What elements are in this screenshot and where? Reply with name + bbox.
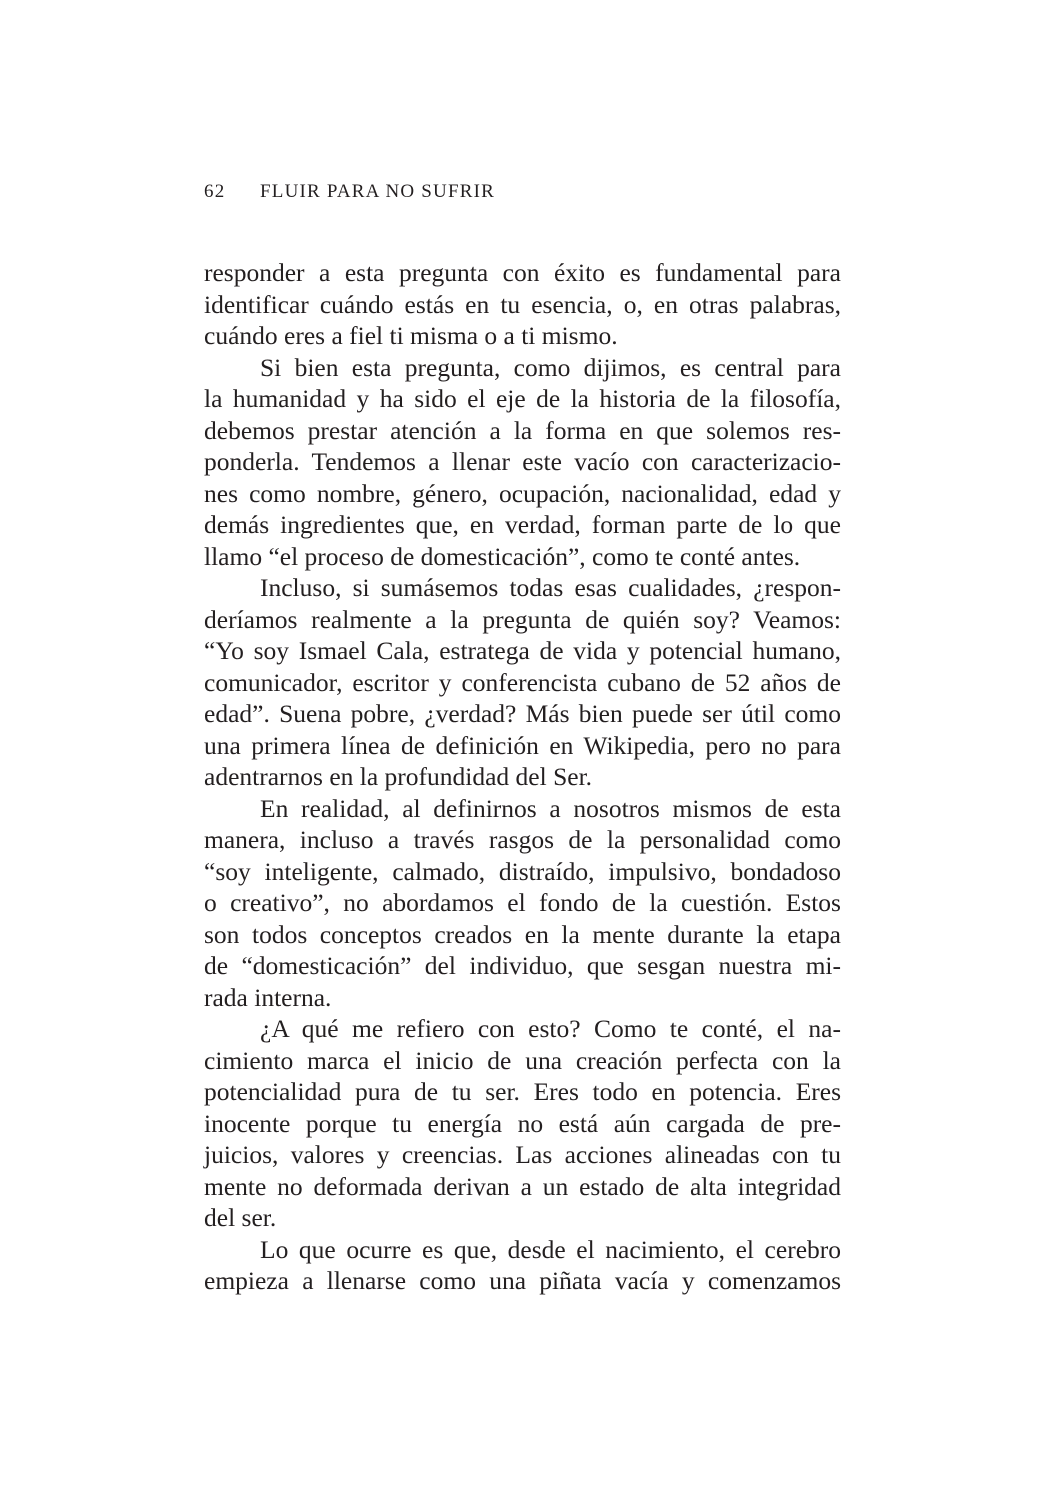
text-line: identificar cuándo estás en tu esencia, o, en otras palabras,	[204, 289, 841, 319]
text-line: edad”. Suena pobre, ¿verdad? Más bien puede ser útil como	[204, 699, 841, 728]
running-head	[204, 180, 844, 204]
text-line: debemos prestar atención a la forma en que solemos res-	[204, 415, 841, 445]
body-text	[204, 257, 841, 1297]
text-line: Incluso, si sumásemos todas esas cualidades, ¿respon-	[260, 573, 841, 602]
text-line: manera, incluso a través rasgos de la personalidad como	[204, 825, 841, 854]
text-line: “Yo soy Ismael Cala, estratega de vida y potencial humano,	[204, 636, 841, 665]
text-line: potencialidad pura de tu ser. Eres todo en potencia. Eres	[204, 1077, 841, 1106]
text-line: del ser.	[204, 1203, 277, 1232]
text-line: cuándo eres a fiel ti misma o a ti mismo.	[204, 321, 618, 350]
text-line: comunicador, escritor y conferencista cubano de 52 años de	[204, 667, 841, 697]
text-line: mente no deformada derivan a un estado de alta integridad	[204, 1171, 841, 1201]
text-line: Lo que ocurre es que, desde el nacimiento, el cerebro	[260, 1234, 841, 1264]
text-line: son todos conceptos creados en la mente durante la etapa	[204, 919, 841, 949]
text-line: demás ingredientes que, en verdad, forman parte de lo que	[204, 510, 841, 539]
text-line: una primera línea de definición en Wikipedia, pero no para	[204, 730, 841, 760]
text-line: En realidad, al definirnos a nosotros mismos de esta	[260, 793, 841, 823]
text-line: rada interna.	[204, 982, 332, 1012]
text-line: empieza a llenarse como una piñata vacía y comenzamos	[204, 1266, 841, 1295]
text-line: llamo “el proceso de domesticación”, como te conté antes.	[204, 541, 801, 571]
page-number: 62	[204, 181, 226, 202]
text-line: cimiento marca el inicio de una creación perfecta con la	[204, 1045, 841, 1075]
text-line: deríamos realmente a la pregunta de quién soy? Veamos:	[204, 604, 841, 634]
text-line: de “domesticación” del individuo, que sesgan nuestra mi-	[204, 951, 841, 980]
text-line: o creativo”, no abordamos el fondo de la cuestión. Estos	[204, 888, 841, 917]
text-line: adentrarnos en la profundidad del Ser.	[204, 762, 593, 791]
text-line: ¿A qué me refiero con esto? Como te conté, el na-	[260, 1014, 841, 1043]
book-title: FLUIR PARA NO SUFRIR	[260, 181, 496, 202]
text-line: responder a esta pregunta con éxito es fundamental para	[204, 258, 841, 287]
text-line: nes como nombre, género, ocupación, nacionalidad, edad y	[204, 478, 841, 508]
text-line: la humanidad y ha sido el eje de la historia de la filosofía,	[204, 384, 841, 413]
text-line: Si bien esta pregunta, como dijimos, es central para	[260, 352, 841, 382]
text-line: inocente porque tu energía no está aún cargada de pre-	[204, 1108, 841, 1138]
text-line: ponderla. Tendemos a llenar este vacío con caracterizacio-	[204, 447, 841, 476]
text-line: “soy inteligente, calmado, distraído, impulsivo, bondadoso	[204, 856, 841, 886]
text-line: juicios, valores y creencias. Las acciones alineadas con tu	[204, 1140, 841, 1169]
